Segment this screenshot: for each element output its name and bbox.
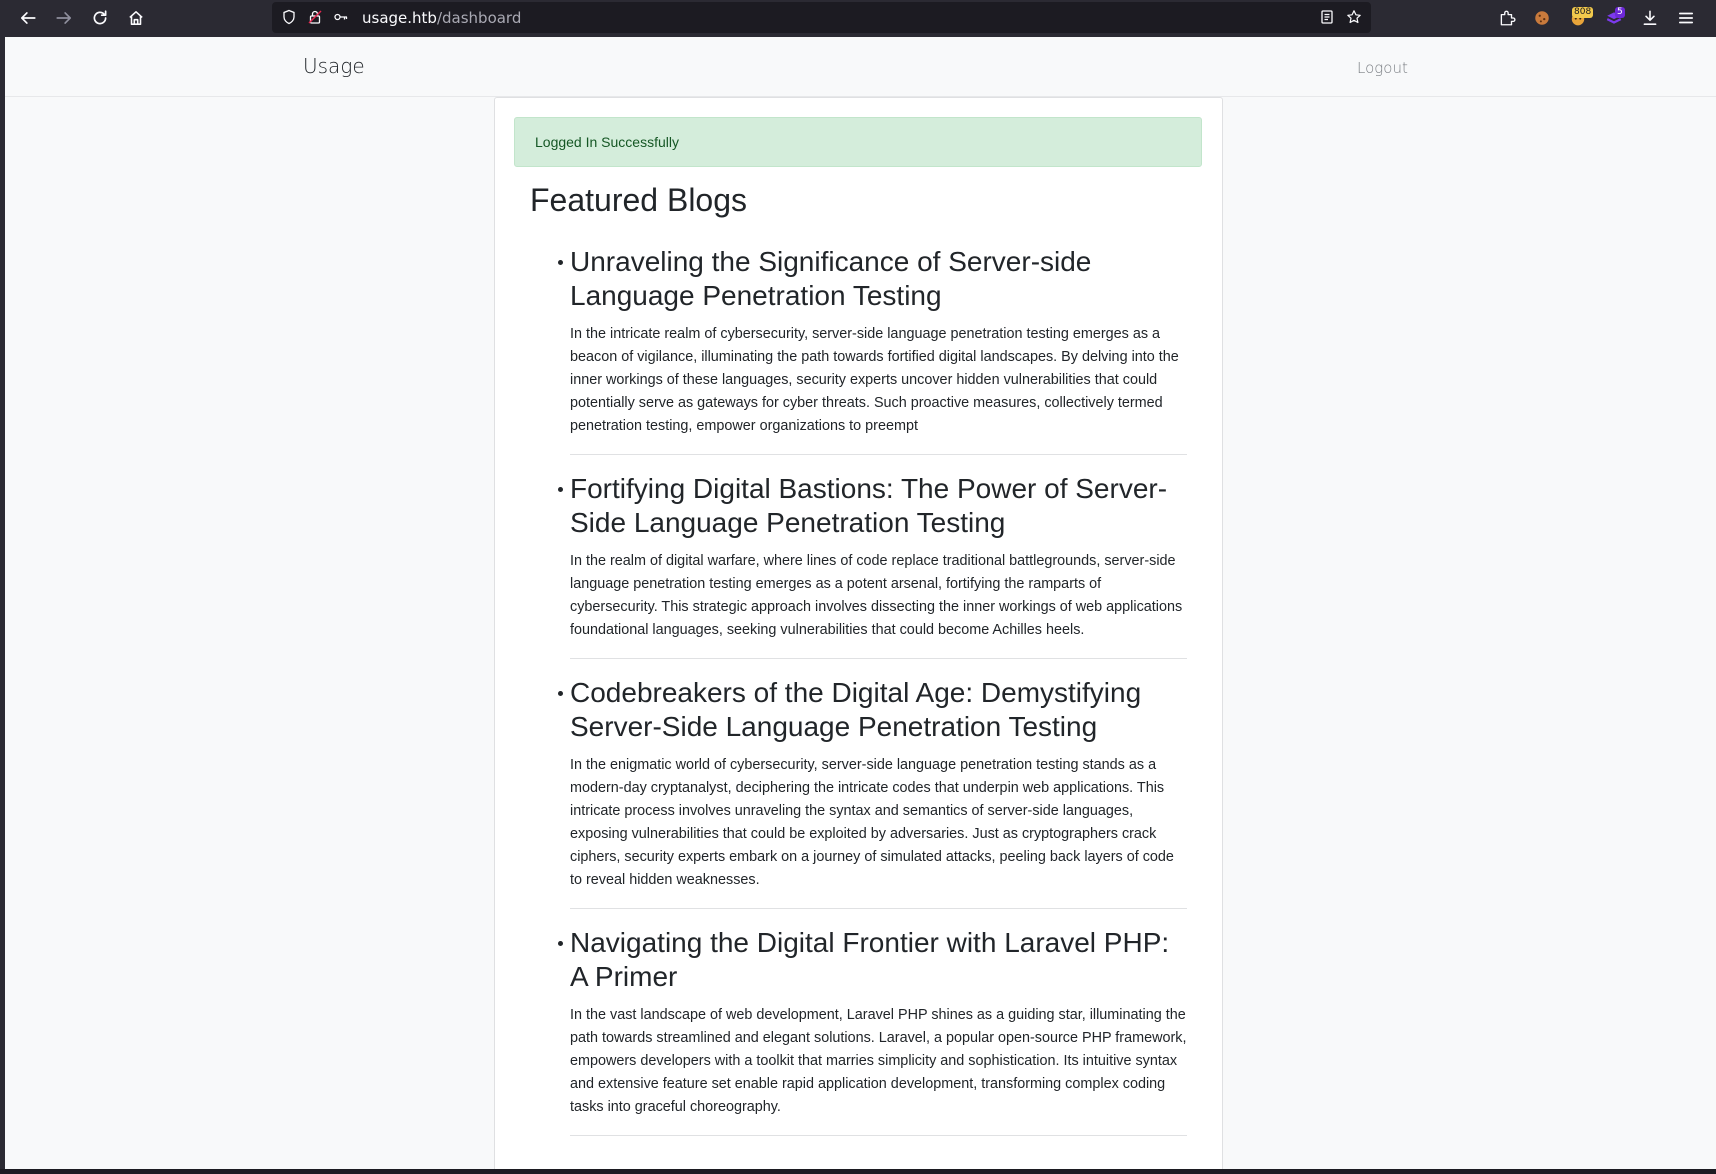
insecure-lock-icon[interactable] — [306, 8, 324, 26]
page-title: Featured Blogs — [530, 182, 748, 218]
blog-title: Unraveling the Significance of Server-side Language Penetration Testing — [570, 246, 1092, 311]
url-text[interactable] — [362, 9, 521, 27]
cookie-extension-button[interactable] — [1527, 4, 1557, 32]
key-icon[interactable] — [332, 8, 350, 26]
window-bottom-edge — [0, 1169, 1716, 1174]
logout-link[interactable]: Logout — [1357, 59, 1408, 77]
blog-item — [570, 245, 1187, 455]
cookie-icon — [1533, 9, 1551, 27]
page-viewport — [5, 37, 1716, 1169]
extension-button[interactable] — [1492, 4, 1522, 32]
arrow-right-icon — [55, 9, 73, 27]
blog-item — [570, 472, 1187, 659]
url-host: usage.htb — [362, 9, 437, 27]
bullet-marker — [558, 487, 563, 492]
bullet-marker — [558, 941, 563, 946]
reader-view-icon[interactable] — [1318, 8, 1336, 26]
addon-extension-button[interactable] — [1599, 4, 1629, 32]
blog-title: Codebreakers of the Digital Age: Demystifying Server-Side Language Penetration Testing — [570, 677, 1142, 742]
blog-item — [570, 676, 1187, 909]
bullet-marker — [558, 260, 563, 265]
reload-icon — [91, 9, 109, 27]
blog-body: In the vast landscape of web development, Laravel PHP shines as a guiding star, illuminating the path towards streamlined and elegant solutions. Laravel, a popular open-source PHP framework, empowers developers with a toolkit that marries simplicity and sophistication. Its intuitive syntax and extensive feature set enable rapid application development, transforming complex coding tasks into graceful choreography. — [570, 1007, 1187, 1115]
blog-title: Fortifying Digital Bastions: The Power of Server-Side Language Penetration Testing — [570, 473, 1168, 538]
blog-body: In the realm of digital warfare, where lines of code replace traditional battlegrounds, server-side language penetration testing emerges as a potent arsenal, fortifying the ramparts of cybersecurity. This strategic approach involves dissecting the inner workings of web applications foundational languages, seeking vulnerabilities that could become Achilles heels. — [570, 553, 1183, 638]
back-button[interactable] — [13, 4, 43, 32]
bookmark-star-icon[interactable] — [1345, 8, 1363, 26]
blog-item — [570, 926, 1187, 1136]
forward-button[interactable] — [49, 4, 79, 32]
downloads-button[interactable] — [1635, 4, 1665, 32]
blog-list — [570, 245, 1187, 1153]
content-card — [494, 97, 1223, 1169]
counter-extension-button[interactable] — [1563, 4, 1593, 32]
home-button[interactable] — [121, 4, 151, 32]
download-icon — [1641, 9, 1659, 27]
url-path: /dashboard — [436, 9, 522, 27]
alert-message: Logged In Successfully — [535, 134, 679, 150]
extension-count-badge: 808 — [1574, 7, 1592, 17]
reload-button[interactable] — [85, 4, 115, 32]
home-icon — [127, 9, 145, 27]
url-bar[interactable] — [272, 2, 1371, 33]
blog-title: Navigating the Digital Frontier with Laravel PHP: A Primer — [570, 927, 1170, 992]
blog-body: In the enigmatic world of cybersecurity, server-side language penetration testing stands as a modern-day cryptanalyst, deciphering the intricate codes that underpin web applications. This intricate process involves unraveling the syntax and semantics of server-side languages, exposing vulnerabilities that could be exploited by adversaries. Just as cryptographers crack ciphers, security experts embark on a journey of simulated attacks, peeling back layers of code to reveal hidden weaknesses. — [570, 757, 1174, 888]
blog-body: In the intricate realm of cybersecurity, server-side language penetration testing emerges as a beacon of vigilance, illuminating the path towards fortified digital landscapes. By delving into the inner workings of these languages, security experts uncover hidden vulnerabilities that could potentially serve as gateways for cyber threats. Such proactive measures, collectively termed penetration testing, empower organizations to preempt — [570, 326, 1179, 434]
hamburger-icon — [1677, 9, 1695, 27]
bullet-marker — [558, 691, 563, 696]
puzzle-icon — [1498, 9, 1516, 27]
arrow-left-icon — [19, 9, 37, 27]
shield-icon[interactable] — [280, 8, 298, 26]
navbar — [5, 37, 1716, 97]
menu-button[interactable] — [1671, 4, 1701, 32]
addon-count-badge: 5 — [1617, 7, 1623, 17]
success-alert — [514, 117, 1202, 167]
browser-toolbar — [0, 0, 1716, 37]
brand-link[interactable]: Usage — [303, 54, 365, 78]
